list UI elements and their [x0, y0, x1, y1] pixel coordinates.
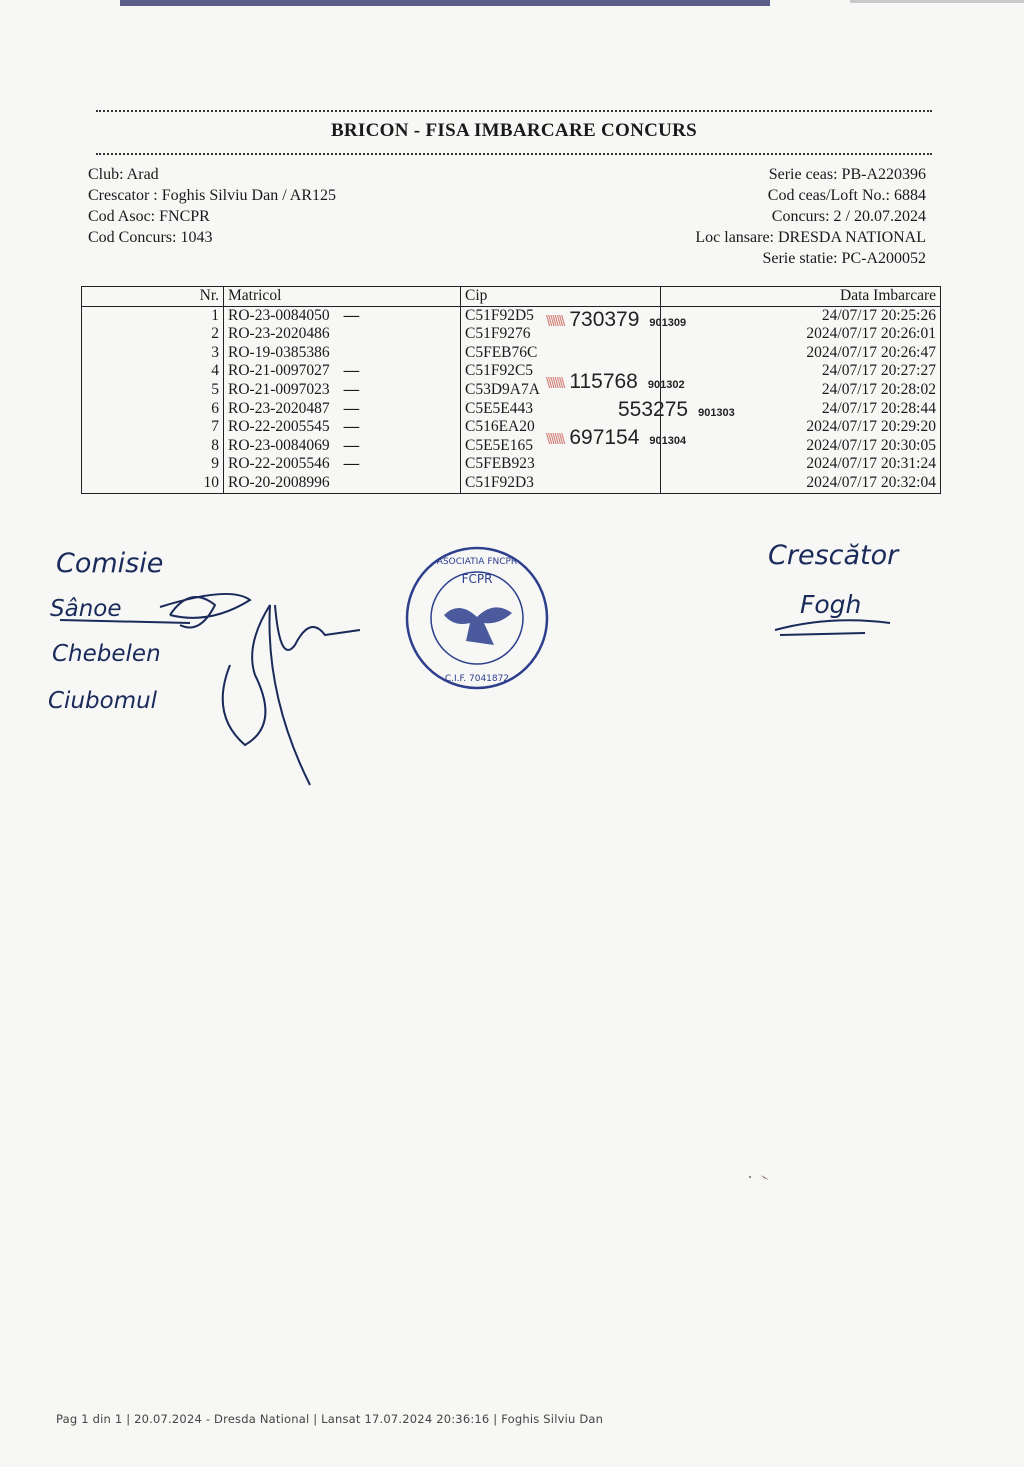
left-info-block — [88, 164, 336, 248]
cell-cip-text: C51F9276 — [465, 325, 531, 343]
header-matricol: Matricol — [224, 287, 461, 307]
cell-date-text: 2024/07/17 20:32:04 — [806, 473, 936, 491]
breeder-line: Crescator : Foghis Silviu Dan / AR125 — [88, 187, 336, 204]
seal-bottom-text: C.I.F. 7041872 — [444, 674, 510, 684]
cell-matricol — [224, 400, 461, 419]
cell-cip-text: C51F92C5 — [465, 362, 534, 380]
cell-nr-text: 3 — [211, 343, 219, 361]
ring-tag: 901309 — [649, 317, 687, 329]
scan-edge-dark — [120, 0, 770, 6]
check-dash-mark: — — [343, 418, 360, 436]
sig-stroke — [275, 605, 360, 650]
cell-nr — [82, 381, 224, 400]
table-row — [82, 381, 941, 400]
dove-icon — [444, 607, 512, 645]
ring-code: 697154 — [569, 426, 640, 449]
cell-matricol — [224, 474, 461, 493]
clock-series-line: Serie ceas: PB-A220396 — [768, 166, 926, 183]
table-row — [82, 362, 941, 381]
cell-nr-text: 4 — [211, 362, 219, 380]
table-row — [82, 325, 941, 344]
cell-cip — [461, 344, 661, 363]
signature-strokes — [40, 545, 380, 795]
boarding-table — [81, 286, 941, 494]
cell-nr — [82, 418, 224, 437]
cell-matricol — [224, 381, 461, 400]
cell-date-text: 24/07/17 20:28:44 — [821, 399, 936, 417]
cell-cip-text: C53D9A7A — [465, 380, 540, 398]
table-row — [82, 455, 941, 474]
cell-matricol-text: RO-23-2020487 — [228, 399, 330, 417]
cell-date-text: 2024/07/17 20:26:01 — [806, 325, 936, 343]
check-dash-mark: — — [343, 306, 360, 324]
cell-matricol — [224, 362, 461, 381]
cell-nr-text: 8 — [211, 436, 219, 454]
cell-nr-text: 7 — [211, 418, 219, 436]
check-dash-mark: — — [343, 362, 360, 380]
table-row — [82, 400, 941, 419]
clock-code-line: Cod ceas/Loft No.: 6884 — [767, 187, 926, 204]
cell-nr — [82, 474, 224, 493]
table-row — [82, 474, 941, 493]
cell-matricol — [224, 418, 461, 437]
cell-date-text: 2024/07/17 20:30:05 — [806, 436, 936, 454]
signature-sanoe: Sânoe — [50, 596, 122, 622]
top-dotted-rule — [96, 110, 932, 112]
cell-date — [661, 474, 941, 493]
ring-code: 553275 — [618, 398, 689, 421]
cell-date — [661, 362, 941, 381]
cell-date — [661, 344, 941, 363]
cell-nr — [82, 400, 224, 419]
station-series-line: Serie statie: PC-A200052 — [762, 250, 926, 267]
signature-underline — [770, 605, 910, 645]
cell-nr — [82, 455, 224, 474]
cell-matricol — [224, 344, 461, 363]
cell-cip — [461, 381, 661, 400]
table-row — [82, 344, 941, 363]
ring-code: 115768 — [569, 370, 638, 393]
cell-date-text: 2024/07/17 20:26:47 — [806, 343, 936, 361]
cell-date — [661, 325, 941, 344]
check-dash-mark: — — [343, 436, 360, 454]
cell-nr-text: 2 — [211, 325, 219, 343]
cell-cip-text: C5E5E165 — [465, 436, 534, 454]
right-info-block — [695, 164, 926, 269]
speck-mark — [761, 1175, 769, 1180]
cell-cip — [461, 455, 661, 474]
cell-cip-text: C5E5E443 — [465, 399, 534, 417]
cell-matricol-text: RO-20-2008996 — [228, 473, 330, 491]
check-dash-mark: — — [343, 399, 360, 417]
cell-matricol — [224, 325, 461, 344]
header-nr: Nr. — [82, 287, 224, 307]
cell-matricol-text: RO-23-0084069 — [228, 436, 330, 454]
cell-cip-text: C5FEB76C — [465, 343, 538, 361]
cell-cip — [461, 400, 661, 419]
sig-stroke — [223, 605, 310, 785]
seal-top-text: ASOCIATIA FNCPR — [436, 557, 518, 567]
cell-cip — [461, 306, 661, 325]
club-line: Club: Arad — [88, 166, 159, 183]
hatch-mark: \\\\\\\\ — [546, 313, 564, 330]
table-row — [82, 418, 941, 437]
cell-date-text: 2024/07/17 20:31:24 — [806, 455, 936, 473]
signature-chebelen: Chebelen — [52, 641, 161, 667]
cell-cip-text: C5FEB923 — [465, 455, 535, 473]
cell-nr-text: 9 — [211, 455, 219, 473]
cell-nr — [82, 306, 224, 325]
release-location-line: Loc lansare: DRESDA NATIONAL — [695, 229, 926, 246]
table-row — [82, 437, 941, 456]
cell-nr-text: 6 — [211, 399, 219, 417]
cell-date — [661, 400, 941, 419]
signature-comisie: Comisie — [56, 548, 164, 579]
cell-cip — [461, 437, 661, 456]
cell-cip-text: C516EA20 — [465, 418, 535, 436]
cell-nr-text: 10 — [203, 473, 219, 491]
cell-cip — [461, 418, 661, 437]
contest-code-line: Cod Concurs: 1043 — [88, 229, 213, 246]
header-cip: Cip — [461, 287, 661, 307]
seal-center-text: FCPR — [461, 572, 493, 586]
cell-nr — [82, 362, 224, 381]
signature-fogh: Fogh — [800, 590, 862, 619]
sig-stroke — [775, 620, 890, 635]
ring-code: 730379 — [569, 308, 640, 331]
signature-ciubomul: Ciubomul — [48, 688, 158, 714]
cell-matricol-text: RO-23-2020486 — [228, 325, 330, 343]
cell-date-text: 24/07/17 20:25:26 — [821, 306, 936, 324]
document-title: BRICON - FISA IMBARCARE CONCURS — [330, 120, 698, 141]
hatch-mark: \\\\\\\\ — [546, 431, 564, 448]
title-dotted-rule — [96, 153, 932, 155]
contest-line: Concurs: 2 / 20.07.2024 — [771, 208, 926, 225]
cell-cip — [461, 474, 661, 493]
cell-matricol — [224, 306, 461, 325]
cell-matricol-text: RO-22-2005546 — [228, 455, 330, 473]
ring-tag: 901304 — [649, 435, 687, 447]
cell-matricol-text: RO-23-0084050 — [228, 306, 330, 324]
cell-date — [661, 437, 941, 456]
sig-stroke — [60, 594, 250, 623]
cell-nr — [82, 325, 224, 344]
cell-matricol-text: RO-21-0097027 — [228, 362, 330, 380]
cell-date-text: 24/07/17 20:27:27 — [821, 362, 936, 380]
scan-edge-light — [850, 0, 1024, 3]
header-date: Data Imbarcare — [661, 287, 941, 307]
ring-tag: 901303 — [698, 407, 735, 419]
cell-nr — [82, 437, 224, 456]
cell-matricol — [224, 437, 461, 456]
cell-nr-text: 5 — [211, 380, 219, 398]
cell-date — [661, 418, 941, 437]
cell-matricol-text: RO-22-2005545 — [228, 418, 330, 436]
cell-nr — [82, 344, 224, 363]
cell-cip — [461, 325, 661, 344]
speck-dot — [749, 1176, 751, 1178]
cell-cip — [461, 362, 661, 381]
scan-speck — [745, 1172, 775, 1182]
table-row — [82, 306, 941, 325]
check-dash-mark: — — [343, 380, 360, 398]
cell-cip-text: C51F92D5 — [465, 306, 534, 324]
signature-crescator: Crescător — [768, 540, 899, 571]
cell-date — [661, 455, 941, 474]
cell-date-text: 24/07/17 20:28:02 — [821, 380, 936, 398]
association-seal — [404, 545, 550, 691]
cell-matricol — [224, 455, 461, 474]
cell-date-text: 2024/07/17 20:29:20 — [806, 418, 936, 436]
table-header-row — [82, 287, 941, 307]
cell-nr-text: 1 — [211, 306, 219, 324]
page-footer: Pag 1 din 1 | 20.07.2024 - Dresda National | Lansat 17.07.2024 20:36:16 | Foghis Silviu Dan — [56, 1412, 604, 1426]
cell-date — [661, 306, 941, 325]
check-dash-mark: — — [343, 455, 360, 473]
hatch-mark: \\\\\\\\ — [546, 375, 564, 392]
cell-cip-text: C51F92D3 — [465, 473, 534, 491]
association-code-line: Cod Asoc: FNCPR — [88, 208, 210, 225]
cell-matricol-text: RO-21-0097023 — [228, 380, 330, 398]
cell-matricol-text: RO-19-0385386 — [228, 343, 330, 361]
ring-tag: 901302 — [647, 379, 685, 391]
cell-date — [661, 381, 941, 400]
